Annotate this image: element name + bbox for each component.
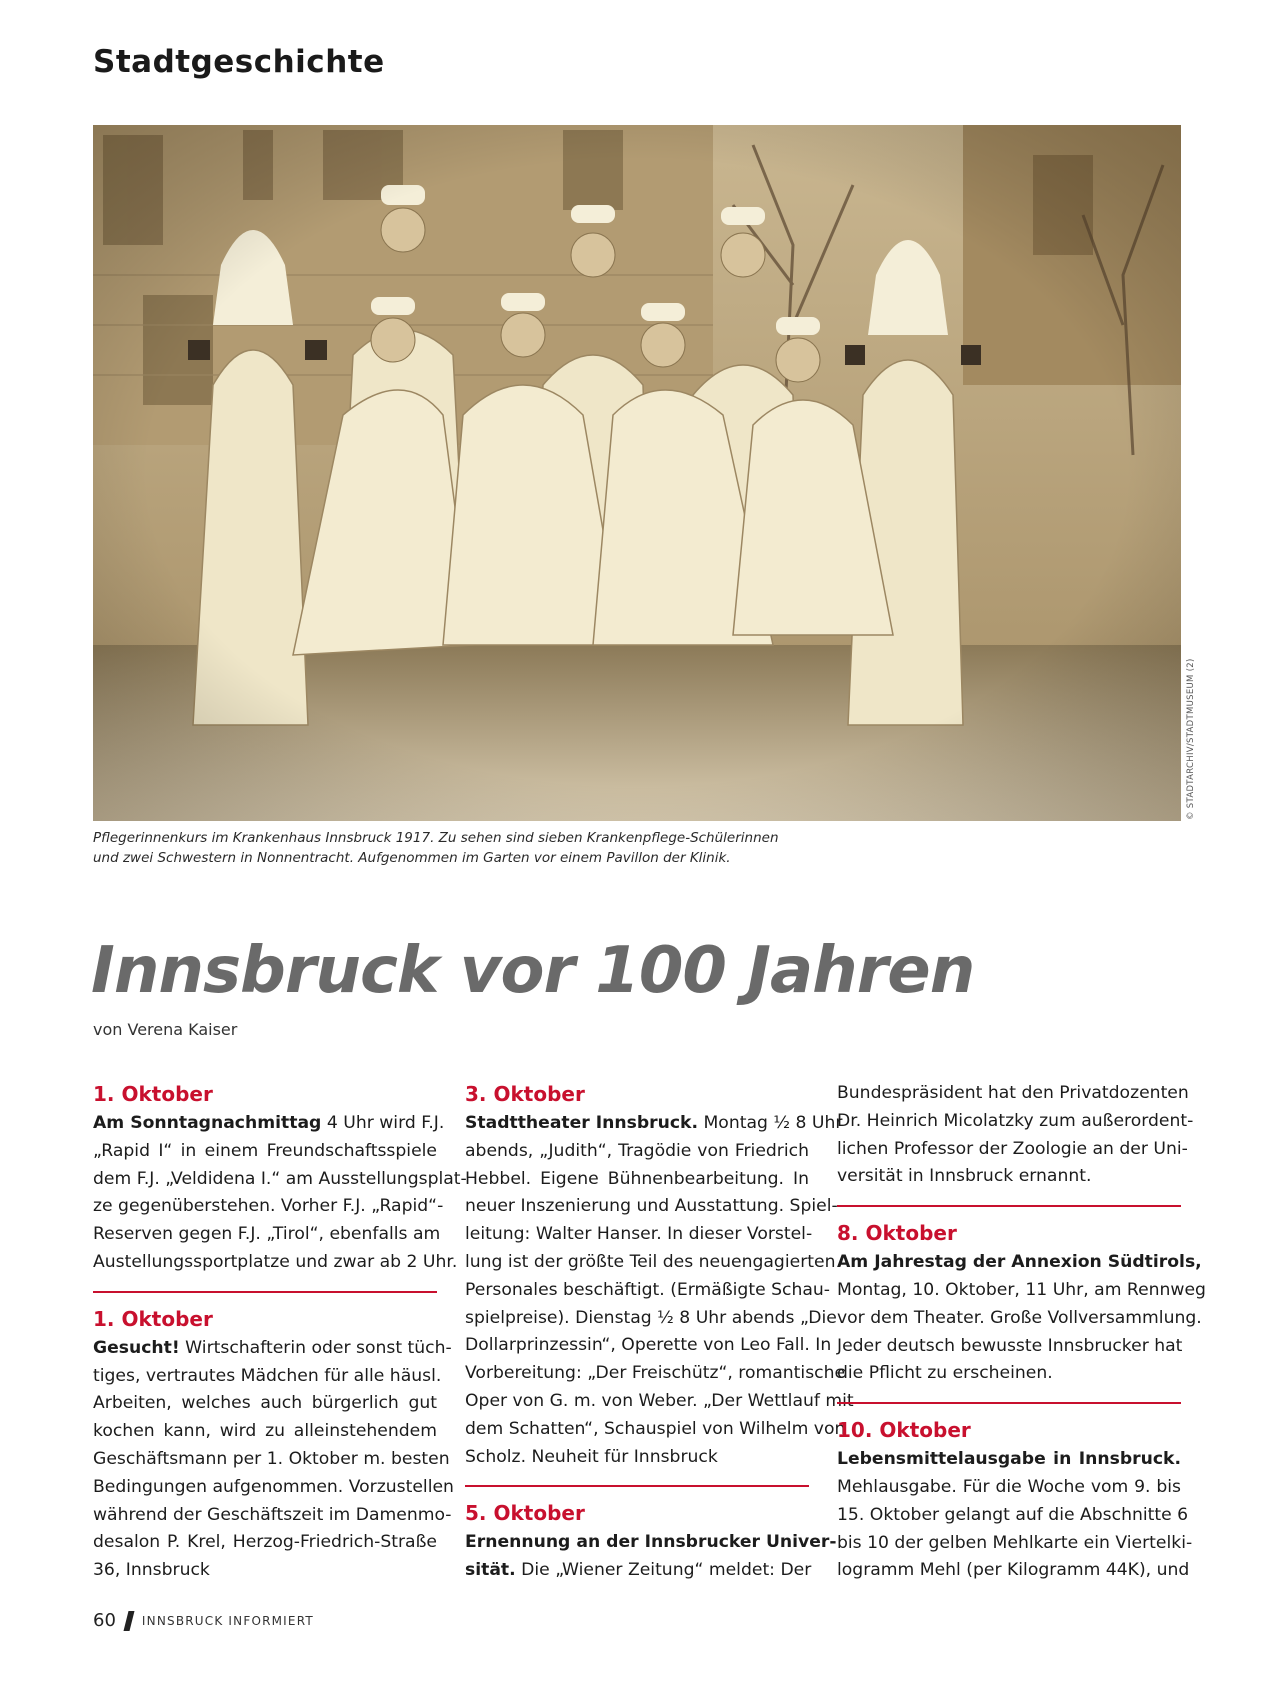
- entry-date: 3. Oktober: [465, 1082, 585, 1106]
- entry-lead: Ernennung an der Innsbrucker Univer-: [465, 1532, 837, 1553]
- entry-text: Hebbel. Eigene Bühnenbearbeitung. In: [465, 1168, 809, 1189]
- entry-lead: Stadttheater Innsbruck.: [465, 1113, 699, 1133]
- column-2: [465, 1080, 854, 1585]
- news-entry-continued: [837, 1080, 1194, 1191]
- entry-text: Arbeiten, welches auch bürgerlich gut: [93, 1393, 437, 1414]
- entry-lead: Am Jahrestag der Annexion Südtirols,: [837, 1252, 1202, 1273]
- entry-date: 8. Oktober: [837, 1221, 957, 1246]
- entry-text: Die „Wiener Zeitung“ meldet: Der: [515, 1560, 812, 1581]
- entry-text: lung ist der größte Teil des neuengagierten: [465, 1251, 836, 1272]
- entry-text: Montag, 10. Oktober, 11 Uhr, am Rennweg: [837, 1279, 1206, 1300]
- magazine-name: INNSBRUCK INFORMIERT: [141, 1613, 314, 1628]
- entry-text: während der Geschäftszeit im Damenmo-: [93, 1504, 452, 1525]
- photo-credit: © STADTARCHIV/STADTMUSEUM (2): [1186, 658, 1196, 820]
- news-entry: [93, 1080, 467, 1277]
- column-1: [93, 1080, 467, 1585]
- page-number: 60: [93, 1610, 116, 1631]
- entry-text: kochen kann, wird zu alleinstehendem: [93, 1421, 437, 1442]
- news-entry: [93, 1291, 454, 1585]
- entry-text: ze gegenüberstehen. Vorher F.J. „Rapid“-: [93, 1196, 444, 1217]
- entry-text: Vorbereitung: „Der Freischütz“, romantische: [465, 1363, 846, 1384]
- caption-line: Pflegerinnenkurs im Krankenhaus Innsbruck 1917. Zu sehen sind sieben Krankenpflege-Schülerinnen: [93, 830, 779, 846]
- photo-caption: [93, 828, 779, 868]
- entry-body: [837, 1080, 1194, 1191]
- entry-text: die Pflicht zu erscheinen.: [837, 1363, 1053, 1384]
- entry-text: vor dem Theater. Große Vollversammlung.: [837, 1307, 1202, 1328]
- entry-text: versität in Innsbruck ernannt.: [837, 1166, 1092, 1187]
- entry-date: 1. Oktober: [93, 1306, 213, 1331]
- entry-text: leitung: Walter Hanser. In dieser Vorstel-: [465, 1224, 813, 1245]
- entry-body: [837, 1249, 1206, 1388]
- entry-text: abends, „Judith“, Tragödie von Friedrich: [465, 1140, 809, 1161]
- entry-text: dem Schatten“, Schauspiel von Wilhelm von: [465, 1418, 846, 1439]
- entry-text: Oper von G. m. von Weber. „Der Wettlauf mit: [465, 1390, 854, 1411]
- entry-text: logramm Mehl (per Kilogramm 44K), und: [837, 1560, 1190, 1581]
- entry-date: 1. Oktober: [93, 1082, 213, 1106]
- page-footer: [93, 1610, 314, 1631]
- entry-text: Personales beschäftigt. (Ermäßigte Schau-: [465, 1279, 830, 1300]
- entry-text: lichen Professor der Zoologie an der Uni-: [837, 1138, 1188, 1159]
- entry-text: 15. Oktober gelangt auf die Abschnitte 6: [837, 1504, 1189, 1525]
- entry-text: Dollarprinzessin“, Operette von Leo Fall. In: [465, 1335, 832, 1356]
- entry-text: Jeder deutsch bewusste Innsbrucker hat: [837, 1335, 1183, 1356]
- historical-photo: [93, 125, 1181, 821]
- entry-text: 36, Innsbruck: [93, 1560, 210, 1581]
- news-entry: [837, 1402, 1193, 1585]
- divider-slash-icon: [123, 1611, 134, 1631]
- entry-body: [837, 1446, 1193, 1585]
- news-entry: [465, 1080, 854, 1471]
- entry-body: [465, 1110, 854, 1471]
- entry-text: spielpreise). Dienstag ½ 8 Uhr abends „Die: [465, 1307, 837, 1328]
- entry-body: [465, 1529, 837, 1585]
- entry-lead: sität.: [465, 1560, 516, 1581]
- entry-body: [93, 1335, 454, 1585]
- entry-lead: Gesucht!: [93, 1337, 180, 1358]
- article-headline: Innsbruck vor 100 Jahren: [91, 934, 975, 1008]
- entry-text: Montag ½ 8 Uhr: [698, 1113, 843, 1133]
- section-title: Stadtgeschichte: [93, 44, 385, 80]
- entry-text: dem F.J. „Veldidena I.“ am Ausstellungsplat-: [93, 1168, 467, 1189]
- entry-text: Bundespräsident hat den Privatdozenten: [837, 1083, 1189, 1103]
- caption-line: und zwei Schwestern in Nonnentracht. Aufgenommen im Garten vor einem Pavillon der Klinik.: [93, 850, 731, 866]
- news-entry: [837, 1205, 1206, 1388]
- entry-date: 5. Oktober: [465, 1501, 585, 1526]
- entry-text: Mehlausgabe. Für die Woche vom 9. bis: [837, 1476, 1181, 1497]
- entry-text: Austellungssportplatze und zwar ab 2 Uhr.: [93, 1251, 458, 1272]
- nurses-group-photo: [93, 125, 1181, 821]
- entry-lead: Lebensmittelausgabe in Innsbruck.: [837, 1449, 1181, 1470]
- entry-text: tiges, vertrautes Mädchen für alle häusl.: [93, 1365, 442, 1386]
- entry-body: [93, 1110, 467, 1277]
- entry-text: Scholz. Neuheit für Innsbruck: [465, 1446, 718, 1467]
- byline: von Verena Kaiser: [93, 1020, 238, 1039]
- entry-date: 10. Oktober: [837, 1418, 971, 1443]
- entry-text: neuer Inszenierung und Ausstattung. Spiel-: [465, 1196, 838, 1217]
- column-3: [837, 1080, 1206, 1585]
- entry-text: Wirtschafterin oder sonst tüch-: [179, 1337, 452, 1358]
- entry-text: Dr. Heinrich Micolatzky zum außerordent-: [837, 1110, 1194, 1131]
- entry-text: Bedingungen aufgenommen. Vorzustellen: [93, 1476, 454, 1497]
- entry-text: 4 Uhr wird F.J.: [321, 1113, 445, 1133]
- entry-text: „Rapid I“ in einem Freundschaftsspiele: [93, 1140, 437, 1161]
- news-entry: [465, 1485, 837, 1585]
- entry-lead: Am Sonntagnachmittag: [93, 1113, 322, 1133]
- entry-text: Geschäftsmann per 1. Oktober m. besten: [93, 1448, 450, 1469]
- entry-text: desalon P. Krel, Herzog-Friedrich-Straße: [93, 1532, 437, 1553]
- entry-text: bis 10 der gelben Mehlkarte ein Viertelki-: [837, 1532, 1193, 1553]
- entry-text: Reserven gegen F.J. „Tirol“, ebenfalls am: [93, 1224, 441, 1245]
